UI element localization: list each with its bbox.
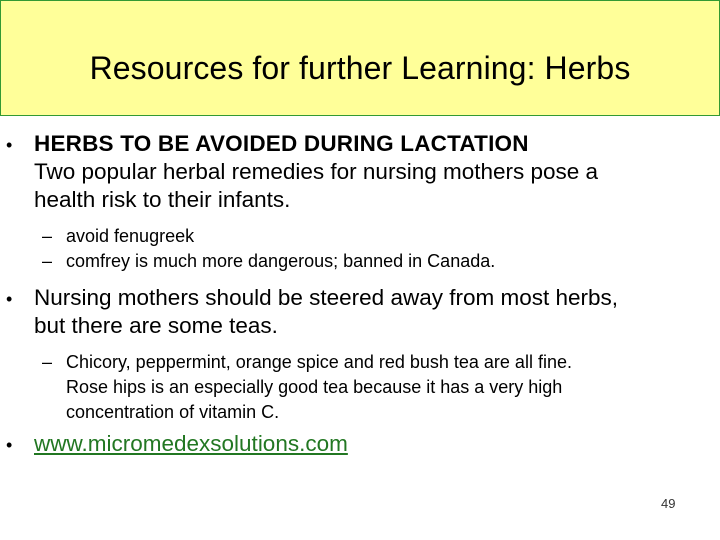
sub-bullet-text-line: Chicory, peppermint, orange spice and red bush tea are all fine. [66, 352, 572, 372]
title-box [0, 0, 720, 116]
bullet-marker: • [6, 289, 13, 309]
bullet-herbs-to-avoid [0, 130, 710, 214]
bullet-text-line: Nursing mothers should be steered away from most herbs, [34, 285, 619, 310]
slide-content [0, 130, 720, 458]
sub-bullet-fenugreek [0, 224, 690, 249]
sub-bullet-text-line: concentration of vitamin C. [66, 402, 280, 422]
sub-bullet-text-line: Rose hips is an especially good tea because it has a very high [66, 377, 563, 397]
bullet-heading: HERBS TO BE AVOIDED DURING LACTATION [34, 131, 529, 156]
bullet-nursing-mothers [0, 284, 710, 340]
bullet-resource-link [0, 430, 710, 458]
bullet-text-line: but there are some teas. [34, 313, 278, 338]
dash-marker: – [42, 352, 53, 372]
page-number: 49 [661, 496, 676, 511]
bullet-marker: • [6, 135, 13, 155]
sub-bullet-teas [0, 350, 690, 425]
slide-title: Resources for further Learning: Herbs [89, 50, 631, 86]
micromedex-link[interactable]: www.micromedexsolutions.com [34, 431, 348, 456]
sub-bullet-text: comfrey is much more dangerous; banned in Canada. [66, 251, 496, 271]
bullet-marker: • [6, 435, 13, 455]
bullet-text-line: health risk to their infants. [34, 187, 291, 212]
sub-bullet-text: avoid fenugreek [66, 226, 195, 246]
dash-marker: – [42, 226, 53, 246]
sub-bullet-comfrey [0, 249, 690, 274]
bullet-text-line: Two popular herbal remedies for nursing mothers pose a [34, 159, 599, 184]
dash-marker: – [42, 251, 53, 271]
